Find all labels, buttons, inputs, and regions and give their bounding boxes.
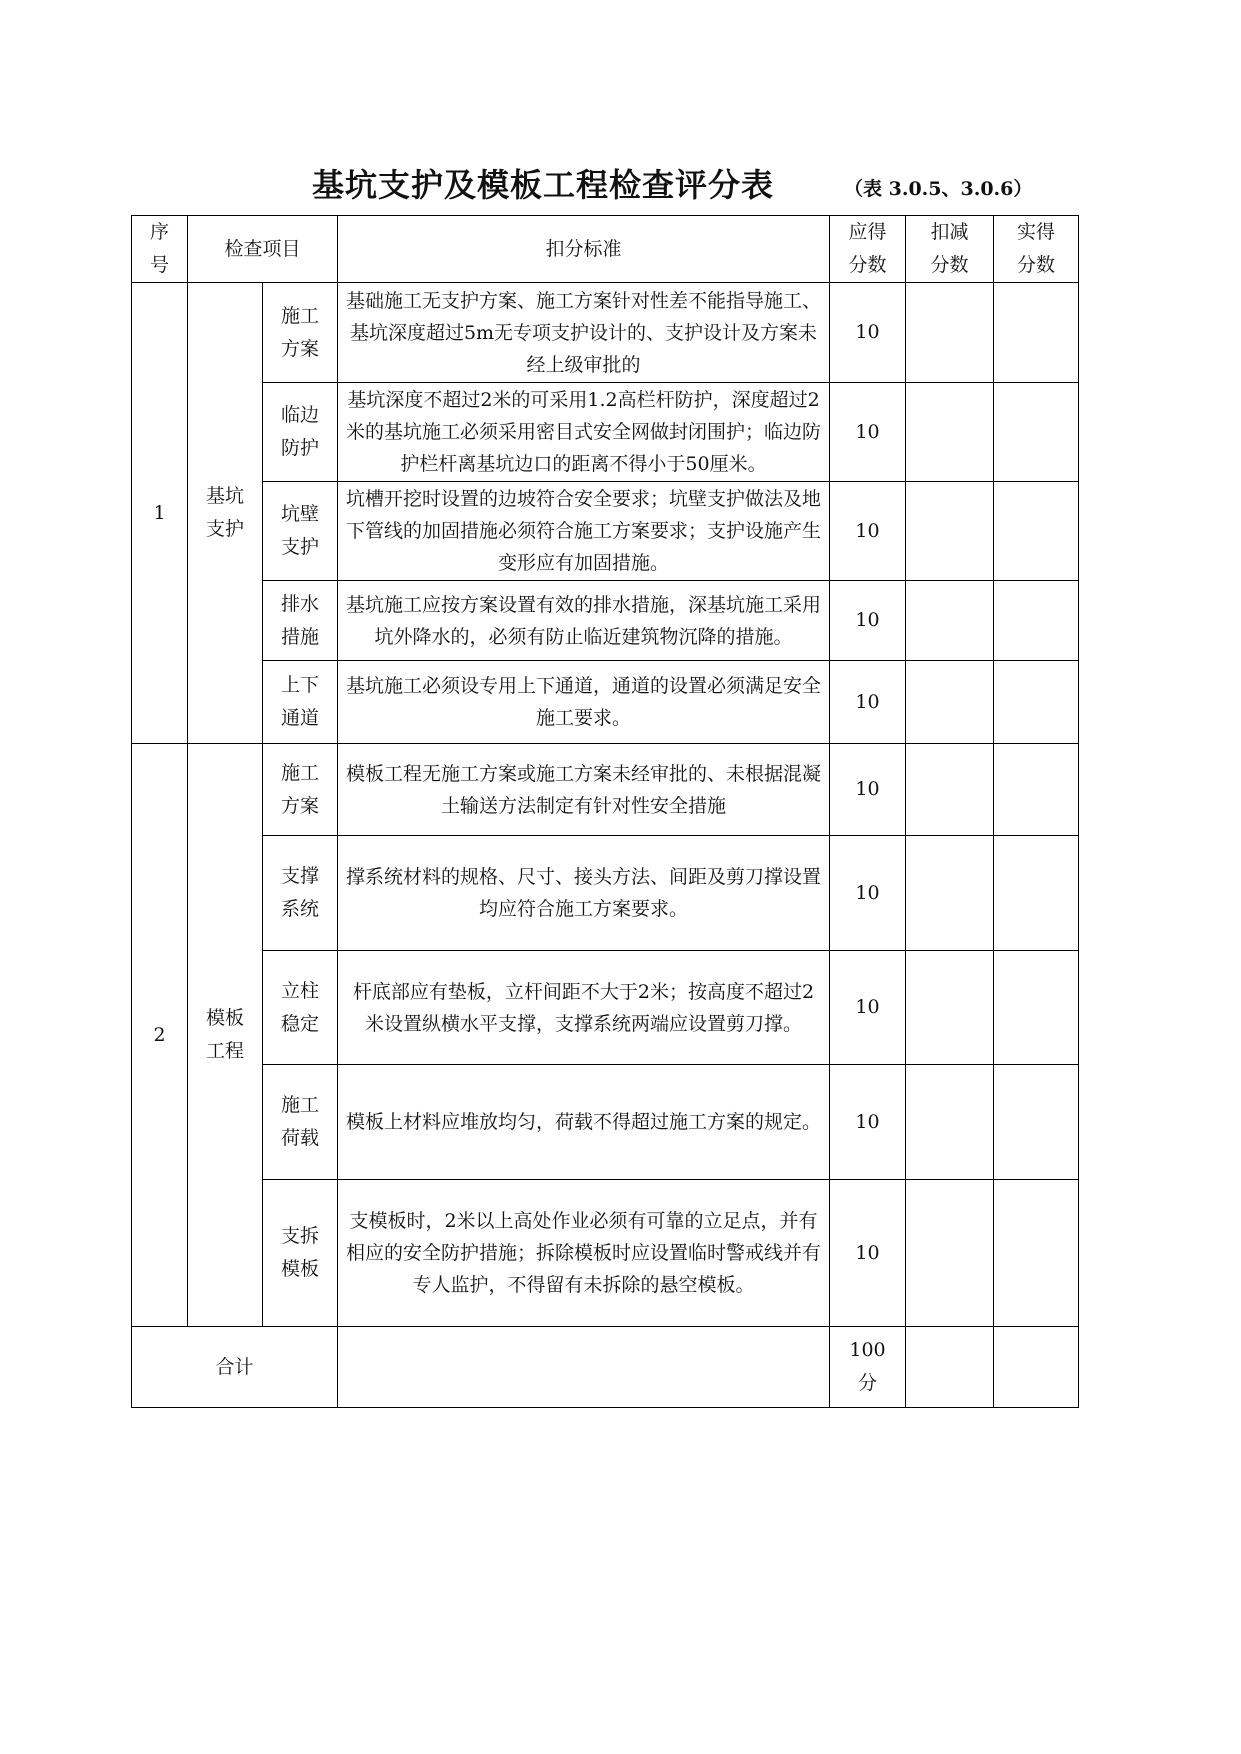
item-actual-cell xyxy=(994,951,1079,1065)
item-score: 10 xyxy=(830,661,906,744)
total-label: 合计 xyxy=(132,1327,338,1408)
item-actual-cell xyxy=(994,661,1079,744)
item-actual-cell xyxy=(994,283,1079,383)
item-deduct-cell xyxy=(906,661,994,744)
section-name: 模板工程 xyxy=(188,744,263,1327)
table-row xyxy=(132,836,1079,951)
item-name: 排水措施 xyxy=(263,581,338,661)
table-row xyxy=(132,661,1079,744)
item-actual-cell xyxy=(994,1065,1079,1180)
score-table xyxy=(131,215,1079,1408)
item-actual-cell xyxy=(994,482,1079,581)
item-score: 10 xyxy=(830,1065,906,1180)
item-standard: 基础施工无支护方案、施工方案针对性差不能指导施工、基坑深度超过5m无专项支护设计的、支护设计及方案未经上级审批的 xyxy=(338,283,830,383)
item-standard: 杆底部应有垫板，立杆间距不大于2米；按高度不超过2米设置纵横水平支撑，支撑系统两端应设置剪刀撑。 xyxy=(338,951,830,1065)
table-row xyxy=(132,1065,1079,1180)
title-area xyxy=(0,160,1241,210)
section-seq: 2 xyxy=(132,744,188,1327)
table-row xyxy=(132,283,1079,383)
item-score: 10 xyxy=(830,581,906,661)
item-standard: 基坑施工应按方案设置有效的排水措施，深基坑施工采用坑外降水的，必须有防止临近建筑物沉降的措施。 xyxy=(338,581,830,661)
header-actual-score: 实得分数 xyxy=(994,216,1079,283)
item-deduct-cell xyxy=(906,383,994,482)
table-row xyxy=(132,951,1079,1065)
item-deduct-cell xyxy=(906,482,994,581)
item-deduct-cell xyxy=(906,744,994,836)
item-name: 支拆模板 xyxy=(263,1180,338,1327)
section-name: 基坑支护 xyxy=(188,283,263,744)
item-score: 10 xyxy=(830,744,906,836)
header-due-score: 应得分数 xyxy=(830,216,906,283)
total-row xyxy=(132,1327,1079,1408)
header-check-item: 检查项目 xyxy=(188,216,338,283)
item-actual-cell xyxy=(994,744,1079,836)
table-row xyxy=(132,744,1079,836)
item-score: 10 xyxy=(830,482,906,581)
item-name: 立柱稳定 xyxy=(263,951,338,1065)
item-score: 10 xyxy=(830,1180,906,1327)
item-standard: 支模板时，2米以上高处作业必须有可靠的立足点，并有相应的安全防护措施；拆除模板时应设置临时警戒线并有专人监护，不得留有未拆除的悬空模板。 xyxy=(338,1180,830,1327)
header-deduct-score: 扣减分数 xyxy=(906,216,994,283)
table-number: （表 3.0.5、3.0.6） xyxy=(844,178,1033,200)
item-standard: 基坑施工必须设专用上下通道，通道的设置必须满足安全施工要求。 xyxy=(338,661,830,744)
item-standard: 模板工程无施工方案或施工方案未经审批的、未根据混凝土输送方法制定有针对性安全措施 xyxy=(338,744,830,836)
header-seq: 序号 xyxy=(132,216,188,283)
item-name: 施工荷载 xyxy=(263,1065,338,1180)
item-name: 施工方案 xyxy=(263,283,338,383)
item-deduct-cell xyxy=(906,836,994,951)
item-score: 10 xyxy=(830,951,906,1065)
table-row xyxy=(132,383,1079,482)
item-actual-cell xyxy=(994,836,1079,951)
item-score: 10 xyxy=(830,836,906,951)
item-deduct-cell xyxy=(906,1065,994,1180)
item-name: 坑壁支护 xyxy=(263,482,338,581)
item-name: 支撑系统 xyxy=(263,836,338,951)
page-title: 基坑支护及模板工程检查评分表 xyxy=(312,166,775,204)
item-standard: 基坑深度不超过2米的可采用1.2高栏杆防护，深度超过2米的基坑施工必须采用密目式安全网做封闭围护；临边防护栏杆离基坑边口的距离不得小于50厘米。 xyxy=(338,383,830,482)
item-score: 10 xyxy=(830,283,906,383)
item-standard: 撑系统材料的规格、尺寸、接头方法、间距及剪刀撑设置均应符合施工方案要求。 xyxy=(338,836,830,951)
item-deduct-cell xyxy=(906,1180,994,1327)
item-actual-cell xyxy=(994,581,1079,661)
item-name: 施工方案 xyxy=(263,744,338,836)
table-row xyxy=(132,1180,1079,1327)
item-deduct-cell xyxy=(906,951,994,1065)
item-score: 10 xyxy=(830,383,906,482)
total-standard-cell xyxy=(338,1327,830,1408)
item-deduct-cell xyxy=(906,283,994,383)
item-name: 临边防护 xyxy=(263,383,338,482)
item-name: 上下通道 xyxy=(263,661,338,744)
item-deduct-cell xyxy=(906,581,994,661)
table-row xyxy=(132,482,1079,581)
item-actual-cell xyxy=(994,1180,1079,1327)
item-standard: 模板上材料应堆放均匀，荷载不得超过施工方案的规定。 xyxy=(338,1065,830,1180)
item-actual-cell xyxy=(994,383,1079,482)
section-seq: 1 xyxy=(132,283,188,744)
table-row xyxy=(132,581,1079,661)
header-row xyxy=(132,216,1079,283)
total-deduct-cell xyxy=(906,1327,994,1408)
header-standard: 扣分标准 xyxy=(338,216,830,283)
total-score: 100分 xyxy=(830,1327,906,1408)
item-standard: 坑槽开挖时设置的边坡符合安全要求；坑壁支护做法及地下管线的加固措施必须符合施工方案要求；支护设施产生变形应有加固措施。 xyxy=(338,482,830,581)
total-actual-cell xyxy=(994,1327,1079,1408)
